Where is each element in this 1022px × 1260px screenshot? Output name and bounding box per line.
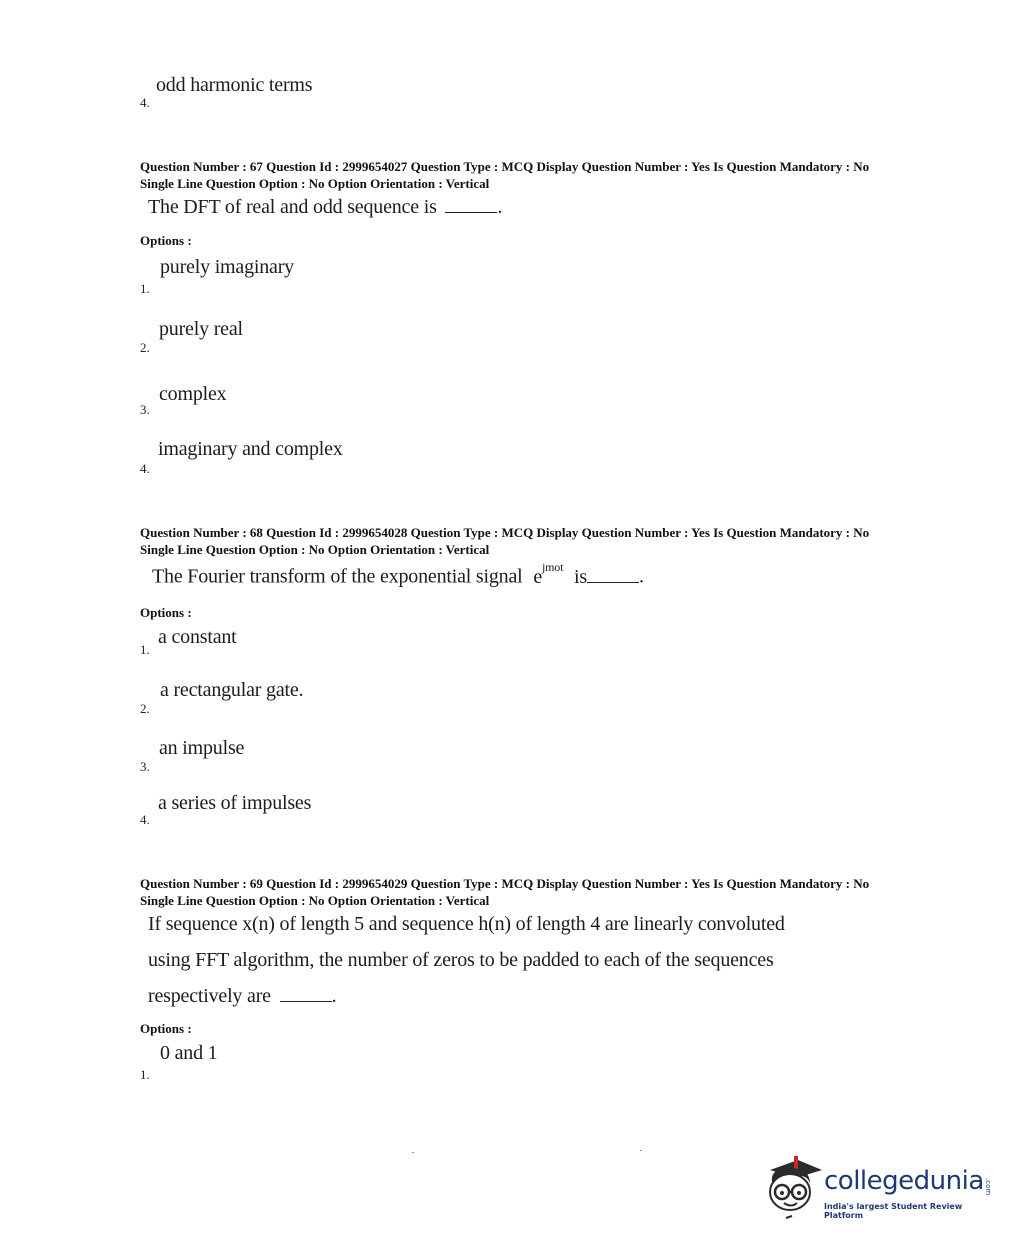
options-label: Options :	[140, 233, 192, 248]
question-67-stem: The DFT of real and odd sequence is .	[148, 196, 503, 218]
scan-speck	[412, 1152, 414, 1153]
option-text[interactable]: 0 and 1	[160, 1042, 218, 1064]
exponential-base: e	[533, 565, 542, 588]
option-number: 3.	[140, 759, 150, 774]
option-number: 3.	[140, 402, 150, 417]
option-text[interactable]: complex	[159, 383, 227, 405]
answer-blank	[445, 196, 497, 213]
exponent-text: jmot	[542, 560, 564, 574]
scan-speck	[640, 1150, 642, 1151]
question-69-stem-line-3: respectively are .	[148, 985, 337, 1007]
question-stem-text: is	[574, 565, 587, 588]
logo-tagline: India's largest Student Review Platform	[824, 1202, 963, 1220]
option-text: odd harmonic terms	[156, 74, 313, 96]
answer-blank	[280, 985, 332, 1002]
option-number: 1.	[140, 281, 150, 296]
option-number: 4.	[140, 461, 150, 476]
option-number: 1.	[140, 642, 150, 657]
logo-wordmark: collegedunia	[824, 1166, 984, 1196]
option-number: 4.	[140, 95, 150, 110]
option-number: 4.	[140, 812, 150, 827]
option-number: 2.	[140, 340, 150, 355]
answer-blank	[587, 566, 639, 583]
question-67-meta: Question Number : 67 Question Id : 2999654027 Question Type : MCQ Display Question Number : Yes Is Question Mandatory : No Single Line Question Option : No Option Orientation : Vertical	[140, 159, 870, 191]
question-stem-text: The Fourier transform of the exponential signal	[152, 565, 523, 588]
option-number: 2.	[140, 701, 150, 716]
question-68-meta: Question Number : 68 Question Id : 2999654028 Question Type : MCQ Display Question Number : Yes Is Question Mandatory : No Single Line Question Option : No Option Orientation : Vertical	[140, 525, 870, 557]
question-69-meta: Question Number : 69 Question Id : 2999654029 Question Type : MCQ Display Question Number : Yes Is Question Mandatory : No Single Line Question Option : No Option Orientation : Vertical	[140, 876, 870, 908]
mascot-icon	[760, 1152, 824, 1224]
question-stem-text: respectively are	[148, 985, 271, 1007]
collegedunia-logo	[760, 1152, 1000, 1224]
question-68-stem: The Fourier transform of the exponential signal $e^{jmot}$ is .	[152, 560, 644, 588]
options-label: Options :	[140, 1021, 192, 1036]
option-number: 1.	[140, 1067, 150, 1082]
option-text[interactable]: a rectangular gate.	[160, 679, 304, 701]
option-text[interactable]: a series of impulses	[158, 792, 312, 814]
option-text[interactable]: purely real	[159, 318, 243, 340]
option-text[interactable]: a constant	[158, 626, 237, 648]
question-69-stem-line-1: If sequence x(n) of length 5 and sequence h(n) of length 4 are linearly convoluted	[148, 913, 785, 935]
question-69-stem-line-2: using FFT algorithm, the number of zeros to be padded to each of the sequences	[148, 949, 774, 971]
option-text[interactable]: an impulse	[159, 737, 245, 759]
option-text[interactable]: imaginary and complex	[158, 438, 343, 460]
options-label: Options :	[140, 605, 192, 620]
question-stem-text: The DFT of real and odd sequence is	[148, 196, 437, 218]
logo-domain-suffix: .com	[984, 1178, 992, 1196]
option-text[interactable]: purely imaginary	[160, 256, 294, 278]
